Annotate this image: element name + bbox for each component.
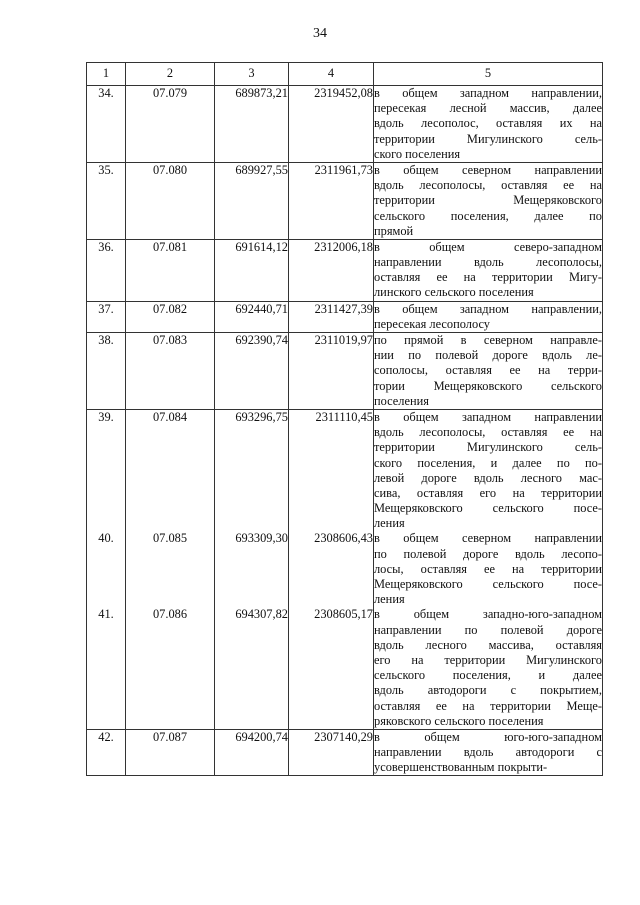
description-line: в общем западном направлении xyxy=(374,409,602,424)
description-line: вдоль автодороги с покрытием, xyxy=(374,683,602,698)
description-line: ления xyxy=(374,592,405,607)
point-code-cell: 07.086 xyxy=(126,607,215,729)
point-code-cell: 07.087 xyxy=(126,729,215,776)
point-number-cell: 39. xyxy=(87,409,126,531)
description-line: ского поселения, и далее по по- xyxy=(374,455,602,470)
point-number-cell: 35. xyxy=(87,162,126,239)
coordinate-y-cell: 2311019,97 xyxy=(289,333,374,410)
description-line: по прямой в северном направле- xyxy=(374,333,602,347)
boundary-description-cell xyxy=(374,333,603,410)
table-row xyxy=(87,301,603,332)
description-line: направлении по полевой дороге xyxy=(374,622,602,637)
table-row xyxy=(87,162,603,239)
boundary-points-table xyxy=(86,62,603,776)
coordinate-y-cell: 2308605,17 xyxy=(289,607,374,729)
table-row xyxy=(87,531,603,607)
coordinate-y-cell: 2319452,08 xyxy=(289,86,374,163)
description-line: сельского поселения, далее по xyxy=(374,208,602,223)
description-line: вдоль лесополосы, оставляя ее на xyxy=(374,178,602,193)
description-line: усовершенствованным покрыти- xyxy=(374,760,548,775)
description-line: территории Мигулинского сель- xyxy=(374,440,602,455)
description-line: нии по полевой дороге вдоль ле- xyxy=(374,348,602,363)
coordinate-x-cell: 694307,82 xyxy=(215,607,289,729)
description-line: в общем западном направлении, xyxy=(374,301,602,316)
coordinate-y-cell: 2307140,29 xyxy=(289,729,374,776)
description-line: ского поселения xyxy=(374,146,461,161)
table-row xyxy=(87,333,603,410)
description-line: вдоль лесного массива, оставляя xyxy=(374,637,602,652)
boundary-description-cell xyxy=(374,86,603,163)
description-line: территории Мещеряковского xyxy=(374,193,602,208)
description-line: ления xyxy=(374,516,405,531)
boundary-description-cell xyxy=(374,531,603,607)
description-line: лосы, оставляя ее на территории xyxy=(374,561,602,576)
coordinate-x-cell: 689927,55 xyxy=(215,162,289,239)
boundary-description-cell xyxy=(374,239,603,301)
description-line: сельского поселения, и далее xyxy=(374,668,602,683)
table-row xyxy=(87,409,603,531)
description-line: по полевой дороге вдоль лесопо- xyxy=(374,546,602,561)
column-header: 2 xyxy=(126,63,215,86)
coordinate-x-cell: 693309,30 xyxy=(215,531,289,607)
boundary-description-cell xyxy=(374,301,603,332)
description-line: территории Мигулинского сель- xyxy=(374,131,602,146)
page-number: 34 xyxy=(313,26,327,41)
description-line: в общем северном направлении xyxy=(374,162,602,177)
description-line: прямой xyxy=(374,223,414,238)
table-header-row xyxy=(87,63,603,86)
table-row xyxy=(87,239,603,301)
description-line: в общем западном направлении, xyxy=(374,86,602,100)
description-line: оставляя ее на территории Мигу- xyxy=(374,270,602,285)
point-code-cell: 07.082 xyxy=(126,301,215,332)
boundary-description-cell xyxy=(374,409,603,531)
coordinate-y-cell: 2311961,73 xyxy=(289,162,374,239)
column-header: 1 xyxy=(87,63,126,86)
description-line: вдоль лесополосы, оставляя ее на xyxy=(374,425,602,440)
description-line: направлении вдоль лесополосы, xyxy=(374,255,602,270)
point-code-cell: 07.083 xyxy=(126,333,215,410)
boundary-description-cell xyxy=(374,162,603,239)
description-line: Мещеряковского сельского посе- xyxy=(374,501,602,516)
description-line: в общем северо-западном xyxy=(374,239,602,254)
description-line: направлении вдоль автодороги с xyxy=(374,745,602,760)
description-line: в общем северном направлении xyxy=(374,531,602,546)
description-line: Мещеряковского сельского посе- xyxy=(374,577,602,591)
coordinate-x-cell: 691614,12 xyxy=(215,239,289,301)
point-number-cell: 40. xyxy=(87,531,126,607)
table-row xyxy=(87,729,603,776)
description-line: сива, оставляя его на территории xyxy=(374,485,602,500)
description-line: сополосы, оставляя ее на терри- xyxy=(374,363,602,378)
point-number-cell: 37. xyxy=(87,301,126,332)
description-line: пересекая лесной массив, далее xyxy=(374,101,602,116)
coordinate-x-cell: 692390,74 xyxy=(215,333,289,410)
description-line: левой дороге вдоль лесного мас- xyxy=(374,470,602,485)
coordinate-y-cell: 2312006,18 xyxy=(289,239,374,301)
description-line: ряковского сельского поселения xyxy=(374,713,544,728)
column-header: 4 xyxy=(289,63,374,86)
coordinate-x-cell: 689873,21 xyxy=(215,86,289,163)
table-row xyxy=(87,86,603,163)
point-number-cell: 34. xyxy=(87,86,126,163)
point-code-cell: 07.079 xyxy=(126,86,215,163)
coordinate-x-cell: 693296,75 xyxy=(215,409,289,531)
coordinate-x-cell: 692440,71 xyxy=(215,301,289,332)
boundary-description-cell xyxy=(374,729,603,776)
point-number-cell: 42. xyxy=(87,729,126,776)
point-number-cell: 41. xyxy=(87,607,126,729)
table-row xyxy=(87,607,603,729)
description-line: вдоль лесополос, оставляя их на xyxy=(374,116,602,131)
coordinate-x-cell: 694200,74 xyxy=(215,729,289,776)
coordinate-y-cell: 2311427,39 xyxy=(289,301,374,332)
boundary-description-cell xyxy=(374,607,603,729)
description-line: пересекая лесополосу xyxy=(374,316,490,331)
description-line: оставляя ее на территории Меще- xyxy=(374,698,602,713)
description-line: тории Мещеряковского сельского xyxy=(374,378,602,393)
description-line: поселения xyxy=(374,393,429,408)
description-line: в общем юго-юго-западном xyxy=(374,729,602,744)
point-code-cell: 07.085 xyxy=(126,531,215,607)
column-header: 3 xyxy=(215,63,289,86)
description-line: линского сельского поселения xyxy=(374,285,534,300)
point-code-cell: 07.081 xyxy=(126,239,215,301)
point-code-cell: 07.080 xyxy=(126,162,215,239)
description-line: его на территории Мигулинского xyxy=(374,652,602,667)
coordinate-y-cell: 2308606,43 xyxy=(289,531,374,607)
point-number-cell: 38. xyxy=(87,333,126,410)
description-line: в общем западно-юго-западном xyxy=(374,607,602,622)
point-number-cell: 36. xyxy=(87,239,126,301)
point-code-cell: 07.084 xyxy=(126,409,215,531)
column-header: 5 xyxy=(374,63,603,86)
coordinate-y-cell: 2311110,45 xyxy=(289,409,374,531)
